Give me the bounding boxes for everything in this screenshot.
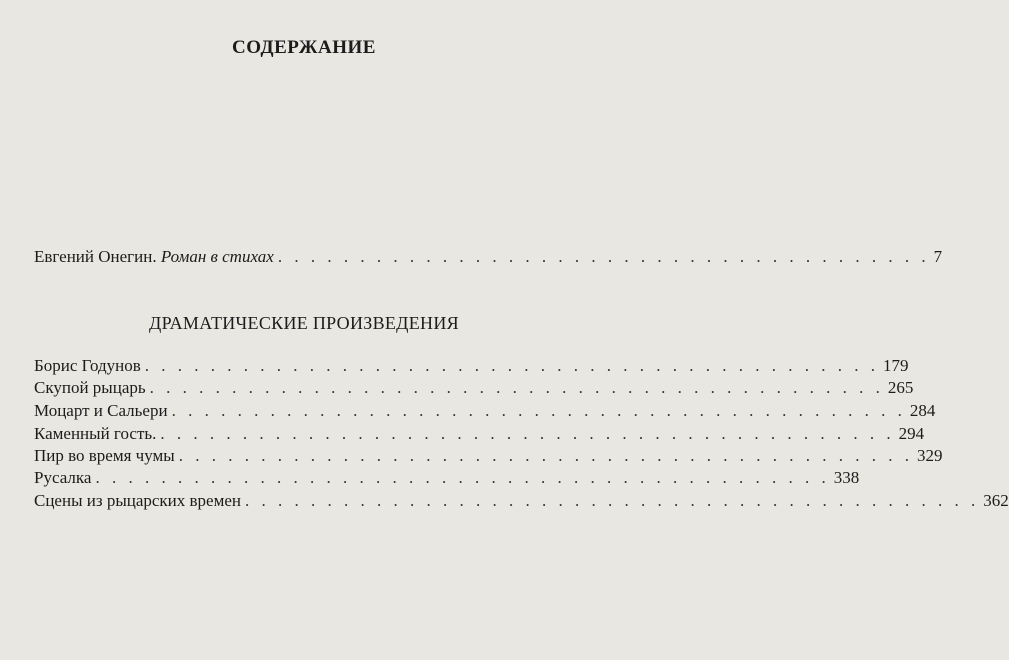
dot-leader: . . . . . . . . . . . . . . . . . . . . . . . . . . . . . . . . . . . . . . . . . . . . . xyxy=(178,446,913,465)
dot-leader: . . . . . . . . . . . . . . . . . . . . . . . . . . . . . . . . . . . . . . . . . . . . . xyxy=(171,401,906,420)
dot-leader: . . . . . . . . . . . . . . . . . . . . . . . . . . . . . . . . . . . . . . . . . . . . . xyxy=(149,378,884,397)
toc-page-number: 362 xyxy=(983,491,1009,510)
toc-page-number: 329 xyxy=(916,446,943,465)
toc-entry xyxy=(34,491,1009,513)
toc-entry xyxy=(34,401,936,423)
toc-entry-title: Русалка xyxy=(34,468,92,487)
toc-page-number: 265 xyxy=(887,378,914,397)
dot-leader: . . . . . . . . . . . . . . . . . . . . . . . . . . . . . . . . . . . . . . . . . . . . . xyxy=(245,491,980,510)
toc-entry-title: Евгений Онегин. xyxy=(34,247,157,266)
toc-entry xyxy=(34,378,914,400)
dot-leader: . . . . . . . . . . . . . . . . . . . . . . . . . . . . . . . . . . . . . . . . xyxy=(277,247,930,266)
toc-entry-title: Сцены из рыцарских времен xyxy=(34,491,242,510)
toc-page-number: 338 xyxy=(833,468,860,487)
toc-page-number: 294 xyxy=(898,424,925,443)
toc-entry-onegin xyxy=(34,247,943,269)
toc-entry-title: Пир во время чумы xyxy=(34,446,175,465)
dot-leader: . . . . . . . . . . . . . . . . . . . . . . . . . . . . . . . . . . . . . . . . . . . . . xyxy=(160,424,895,443)
toc-entry xyxy=(34,446,943,468)
toc-entry-subtitle: Роман в стихах xyxy=(160,247,274,266)
toc-entry-label xyxy=(34,247,274,267)
toc-page-number: 7 xyxy=(933,247,943,266)
dot-leader: . . . . . . . . . . . . . . . . . . . . . . . . . . . . . . . . . . . . . . . . . . . . . xyxy=(95,468,830,487)
dot-leader: . . . . . . . . . . . . . . . . . . . . . . . . . . . . . . . . . . . . . . . . . . . . . xyxy=(144,356,880,375)
toc-page-number: 284 xyxy=(909,401,936,420)
toc-entry-title: Моцарт и Сальери xyxy=(34,401,168,420)
toc-entry xyxy=(34,356,909,378)
toc-entry xyxy=(34,468,860,490)
toc-entry-title: Скупой рыцарь xyxy=(34,378,146,397)
page-title: СОДЕРЖАНИЕ xyxy=(232,37,376,58)
section-heading: ДРАМАТИЧЕСКИЕ ПРОИЗВЕДЕНИЯ xyxy=(149,313,459,333)
toc-page-number: 179 xyxy=(883,356,909,375)
toc-entry xyxy=(34,424,925,446)
toc-entry-title: Борис Годунов xyxy=(34,356,141,375)
toc-entry-title: Каменный гость. xyxy=(34,424,157,443)
